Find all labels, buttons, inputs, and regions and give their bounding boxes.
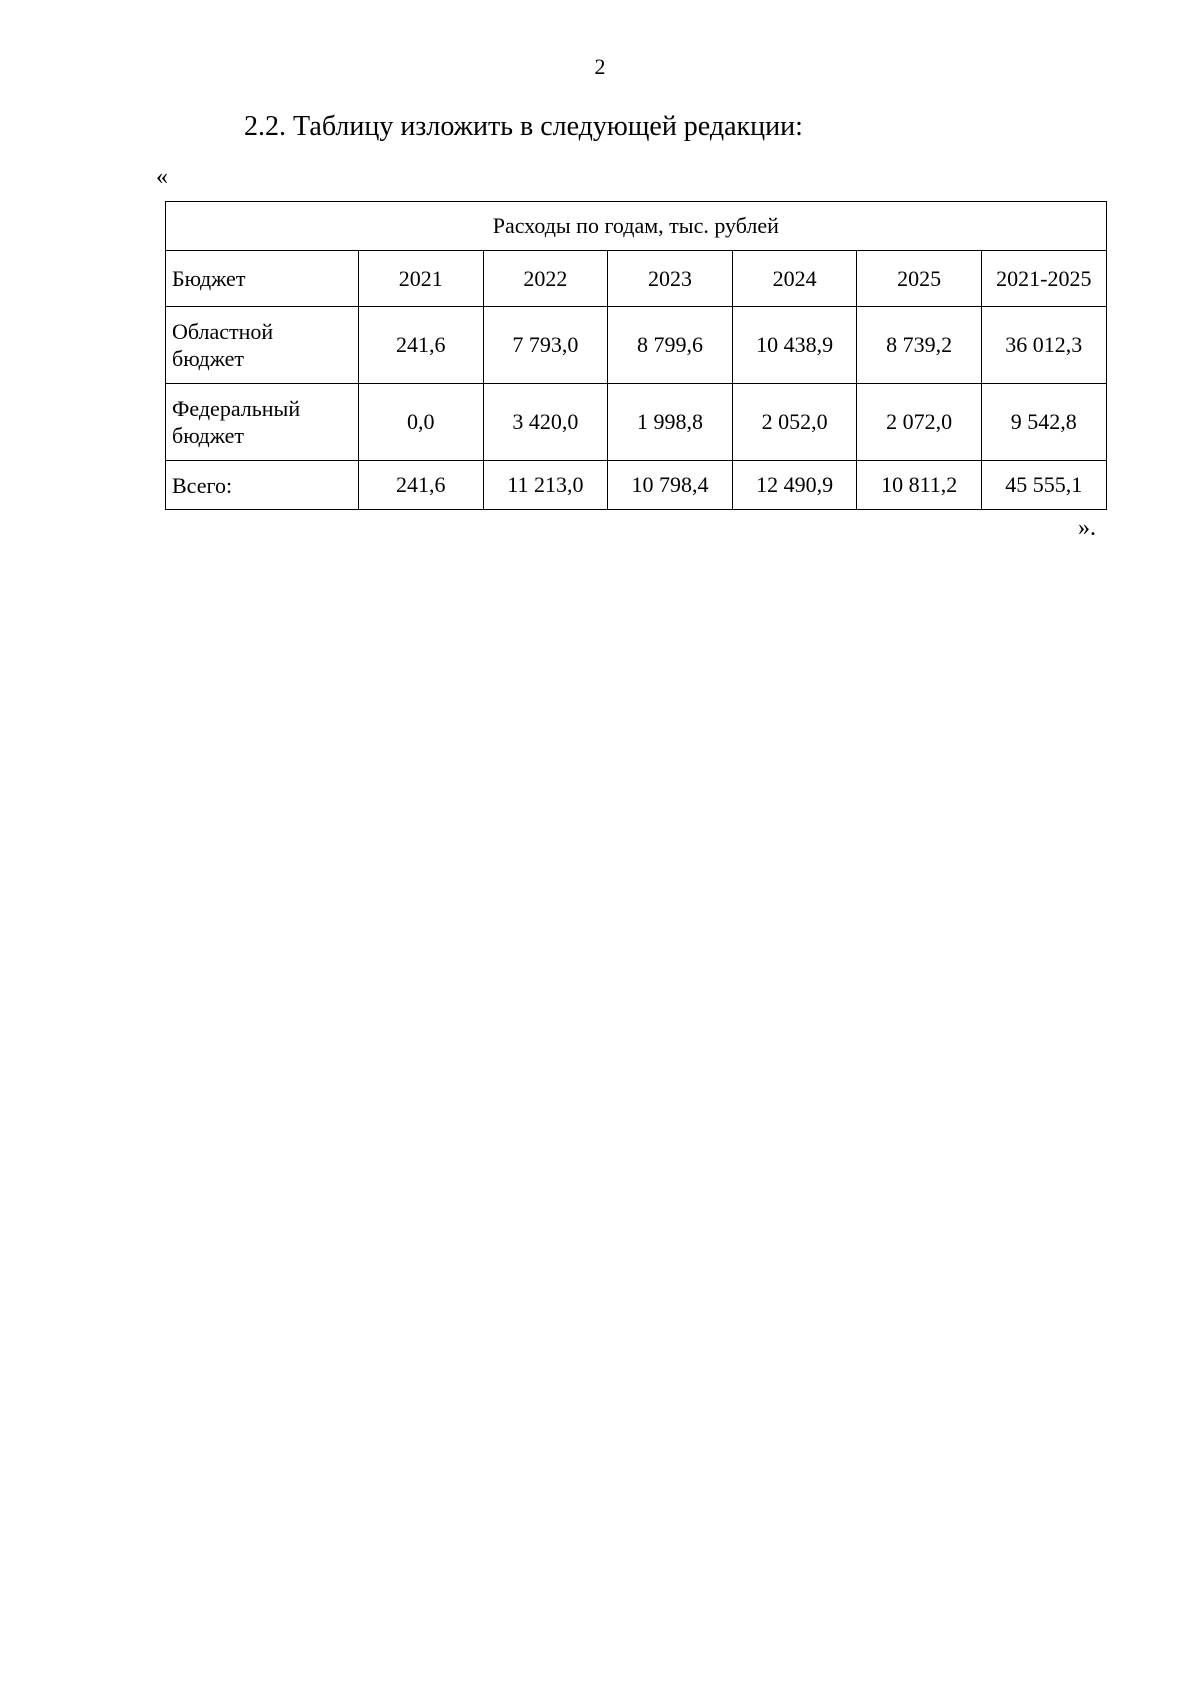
table-cell: 45 555,1 [981,461,1106,510]
row-label-line: Областной [172,319,274,344]
header-budget-label: Бюджет [166,251,359,307]
section-heading: 2.2. Таблицу изложить в следующей редакции: [244,111,803,142]
table-cell: 3 420,0 [483,384,608,461]
table-cell: 10 811,2 [857,461,982,510]
budget-expenses-table [165,201,1107,510]
table-cell: 8 799,6 [608,307,733,384]
table-cell: 1 998,8 [608,384,733,461]
table-cell: 241,6 [359,461,484,510]
table-caption: Расходы по годам, тыс. рублей [166,202,1107,251]
header-year: 2023 [608,251,733,307]
table-cell: 2 052,0 [732,384,857,461]
table-cell: 11 213,0 [483,461,608,510]
header-year-total: 2021-2025 [981,251,1106,307]
header-year: 2022 [483,251,608,307]
table-caption-row [166,202,1107,251]
opening-quote-mark: « [156,164,168,190]
header-year: 2021 [359,251,484,307]
table-row [166,384,1107,461]
table-cell: 241,6 [359,307,484,384]
table-total-row [166,461,1107,510]
page-number: 2 [594,54,606,79]
table-cell: 8 739,2 [857,307,982,384]
table-cell: 0,0 [359,384,484,461]
table-cell: 10 798,4 [608,461,733,510]
table-cell: 10 438,9 [732,307,857,384]
table-row [166,307,1107,384]
row-label [166,307,359,384]
table-cell: 7 793,0 [483,307,608,384]
header-year: 2024 [732,251,857,307]
table-cell: 12 490,9 [732,461,857,510]
closing-quote-mark: ». [1078,515,1096,541]
row-label-line: бюджет [172,346,244,371]
header-year: 2025 [857,251,982,307]
table-cell: 36 012,3 [981,307,1106,384]
table-cell: 2 072,0 [857,384,982,461]
row-label-line: бюджет [172,423,244,448]
table-cell: 9 542,8 [981,384,1106,461]
table-header-row [166,251,1107,307]
row-label-line: Федеральный [172,396,301,421]
row-label [166,384,359,461]
total-label: Всего: [166,461,359,510]
